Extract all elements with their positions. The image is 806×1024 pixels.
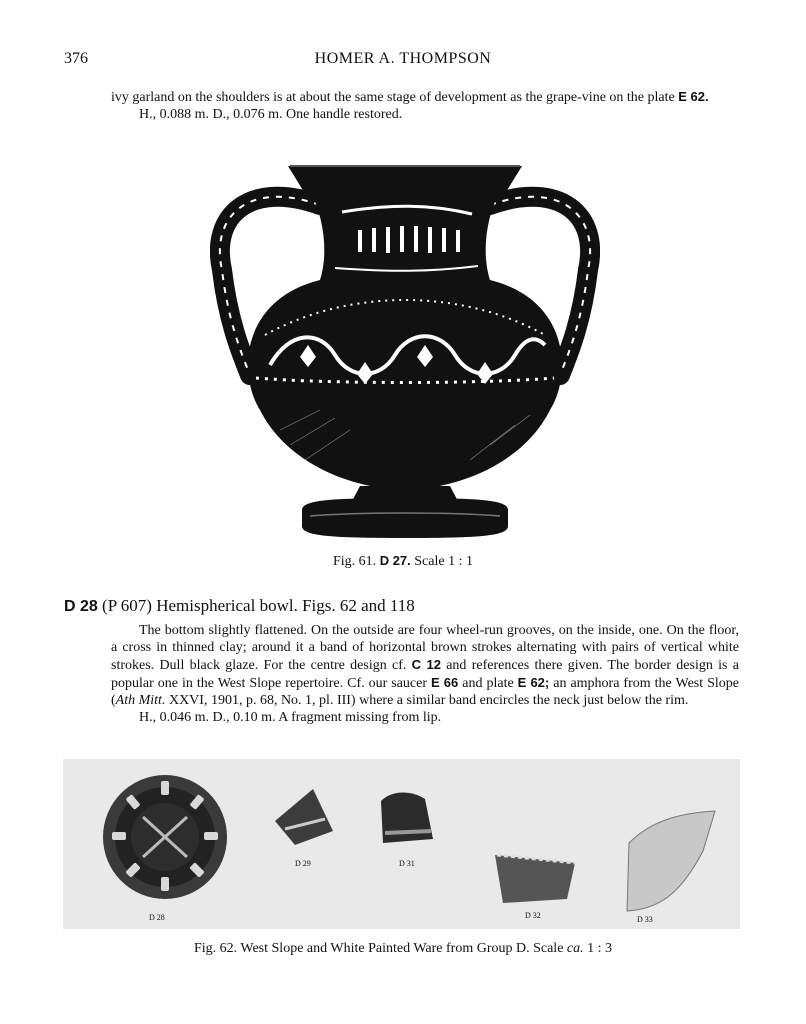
label-d29: D 29 (295, 859, 311, 868)
label-d28: D 28 (149, 913, 165, 922)
ath-mitt-citation: Ath Mitt. (115, 693, 166, 708)
intro-paragraph (111, 88, 739, 123)
fig-62-scale: 1 : 3 (583, 941, 613, 956)
ref-e66: E 66 (431, 675, 459, 690)
entry-text-c: and plate (458, 676, 518, 691)
entry-id: D 28 (64, 598, 98, 615)
entry-text-d: an amphora from the West Slope ( (111, 676, 740, 708)
entry-heading (64, 596, 415, 616)
vase-illustration (210, 160, 600, 545)
intro-dimensions: H., 0.088 m. D., 0.076 m. One handle restored. (139, 107, 403, 122)
label-d32: D 32 (525, 911, 541, 920)
label-d33: D 33 (637, 915, 653, 924)
entry-description (111, 622, 739, 726)
ref-e62: E 62; (517, 675, 550, 690)
entry-text-a: The bottom slightly flattened. On the outside are four wheel-run grooves, on the inside, one. On the floor, a cross in thinned clay; around it a band of horizontal brown strokes alternating with pairs of vertical white strokes. Dull black glaze. For the centre design cf. (111, 623, 739, 673)
sherd-photo-drawing (63, 759, 740, 929)
label-d31: D 31 (399, 859, 415, 868)
page-number: 376 (64, 50, 88, 67)
entry-paragraph (111, 622, 739, 709)
entry-text-b: and references there given. The border design is a popular one in the West Slope repertoire. Cf. our saucer (111, 658, 739, 691)
fig-62-photograph (63, 759, 740, 929)
fig-61-scale: Scale 1 : 1 (414, 554, 473, 569)
entry-title: (P 607) Hemispherical bowl. Figs. 62 and 118 (102, 596, 415, 615)
fig-61-caption (0, 553, 806, 570)
entry-dimensions: H., 0.046 m. D., 0.10 m. A fragment missing from lip. (139, 710, 442, 725)
fig-62-circa: ca. (566, 941, 584, 956)
fig-61-label: Fig. 61. (333, 554, 377, 569)
intro-ref: E 62. (678, 89, 709, 104)
entry-text-e: XXVI, 1901, p. 68, No. 1, pl. III) where a similar band encircles the neck just below the rim. (165, 693, 689, 708)
ref-c12: C 12 (411, 657, 441, 672)
running-title: HOMER A. THOMPSON (314, 50, 492, 67)
intro-text: ivy garland on the shoulders is at about the same stage of development as the grape-vine on the plate (111, 90, 679, 105)
fig-62-caption (0, 941, 806, 957)
fig-62-caption-text: Fig. 62. West Slope and White Painted Ware from Group D. Scale (193, 941, 567, 956)
fig-61-ref: D 27. (379, 553, 411, 568)
